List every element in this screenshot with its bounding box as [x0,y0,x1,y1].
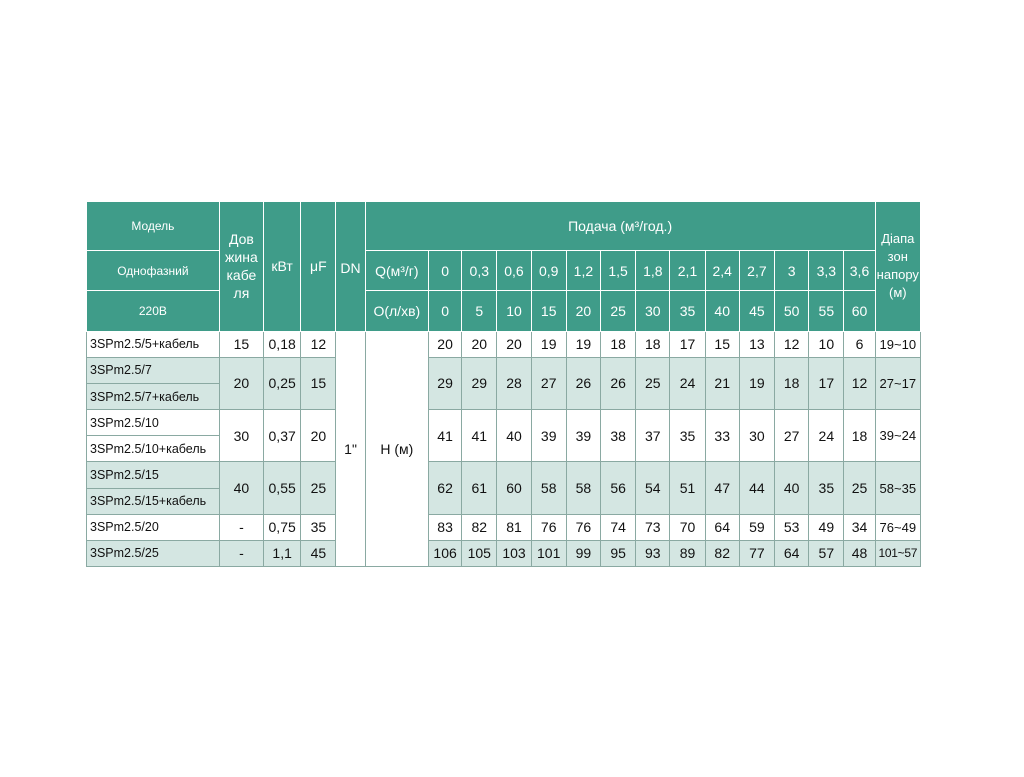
head-value: 61 [462,462,497,514]
voltage-header: 220В [87,291,220,331]
flow-q-value: 2,1 [670,251,705,291]
head-value: 58 [566,462,600,514]
head-value: 76 [531,514,566,540]
flow-q-value: 1,5 [601,251,636,291]
head-value: 74 [601,514,636,540]
model-name: 3SPm2.5/25 [87,540,220,566]
capacitor-uf: 45 [301,540,336,566]
flow-o-value: 20 [566,291,600,331]
head-value: 106 [429,540,462,566]
head-value: 17 [809,357,844,409]
head-value: 60 [497,462,531,514]
head-value: 77 [739,540,774,566]
head-value: 20 [497,331,531,357]
head-value: 49 [809,514,844,540]
head-value: 73 [636,514,670,540]
flow-o-value: 15 [531,291,566,331]
cable-length: - [219,540,263,566]
head-value: 18 [775,357,809,409]
head-value: 30 [739,410,774,462]
flow-q-value: 0,9 [531,251,566,291]
head-value: 39 [531,410,566,462]
power-kw: 0,75 [264,514,301,540]
flow-q-value: 1,8 [636,251,670,291]
capacitor-uf: 35 [301,514,336,540]
head-value: 83 [429,514,462,540]
flow-o-value: 60 [844,291,875,331]
head-value: 41 [429,410,462,462]
head-value: 39 [566,410,600,462]
head-value: 20 [429,331,462,357]
capacitor-uf: 20 [301,410,336,462]
head-value: 64 [775,540,809,566]
head-value: 48 [844,540,875,566]
model-name: 3SPm2.5/10 [87,410,220,436]
head-value: 18 [636,331,670,357]
cable-length: 40 [219,462,263,514]
cable-length-header: Дов жина кабе ля [219,202,263,332]
head-value: 93 [636,540,670,566]
head-value: 19 [531,331,566,357]
head-value: 59 [739,514,774,540]
head-value: 26 [566,357,600,409]
head-range: 58~35 [875,462,920,514]
head-value: 25 [636,357,670,409]
cable-length: - [219,514,263,540]
cable-length: 20 [219,357,263,409]
model-header: Модель [87,202,220,251]
flow-q-value: 1,2 [566,251,600,291]
table-row [87,357,921,383]
model-name: 3SPm2.5/7 [87,357,220,383]
head-value: 41 [462,410,497,462]
head-value: 82 [462,514,497,540]
head-value: 20 [462,331,497,357]
head-value: 82 [705,540,739,566]
flow-o-value: 50 [775,291,809,331]
head-value: 57 [809,540,844,566]
cable-length: 30 [219,410,263,462]
model-name: 3SPm2.5/15 [87,462,220,488]
head-range: 27~17 [875,357,920,409]
head-label: H (м) [365,331,428,566]
flow-o-value: 30 [636,291,670,331]
flow-o-value: 0 [429,291,462,331]
head-value: 10 [809,331,844,357]
head-value: 13 [739,331,774,357]
flow-o-value: 45 [739,291,774,331]
dn-header: DN [336,202,365,332]
head-value: 28 [497,357,531,409]
flow-o-value: 5 [462,291,497,331]
cable-length: 15 [219,331,263,357]
head-value: 105 [462,540,497,566]
table-row [87,540,921,566]
power-kw: 0,18 [264,331,301,357]
head-value: 18 [844,410,875,462]
head-value: 62 [429,462,462,514]
head-value: 24 [809,410,844,462]
model-name: 3SPm2.5/20 [87,514,220,540]
head-value: 56 [601,462,636,514]
model-name: 3SPm2.5/10+кабель [87,436,220,462]
flow-o-value: 10 [497,291,531,331]
head-value: 27 [531,357,566,409]
flow-o-value: 25 [601,291,636,331]
model-name: 3SPm2.5/15+кабель [87,488,220,514]
flow-q-value: 0,6 [497,251,531,291]
head-value: 99 [566,540,600,566]
head-value: 58 [531,462,566,514]
capacitor-uf: 25 [301,462,336,514]
flow-q-value: 0,3 [462,251,497,291]
head-value: 33 [705,410,739,462]
table-row [87,410,921,436]
head-value: 101 [531,540,566,566]
flow-q-value: 2,4 [705,251,739,291]
head-range: 76~49 [875,514,920,540]
head-value: 18 [601,331,636,357]
head-value: 15 [705,331,739,357]
power-kw: 0,25 [264,357,301,409]
head-value: 19 [739,357,774,409]
model-name: 3SPm2.5/7+кабель [87,383,220,409]
capacitor-uf: 15 [301,357,336,409]
head-value: 27 [775,410,809,462]
head-value: 70 [670,514,705,540]
head-value: 35 [809,462,844,514]
power-kw: 0,37 [264,410,301,462]
phase-header: Однофазний [87,251,220,291]
head-value: 29 [462,357,497,409]
head-value: 24 [670,357,705,409]
kw-header: кВт [264,202,301,332]
head-value: 38 [601,410,636,462]
table-row [87,462,921,488]
head-value: 89 [670,540,705,566]
flow-q-value: 3,3 [809,251,844,291]
head-value: 103 [497,540,531,566]
model-name: 3SPm2.5/5+кабель [87,331,220,357]
head-value: 25 [844,462,875,514]
range-header: Діапа зон напору (м) [875,202,920,332]
flow-q-value: 3 [775,251,809,291]
o-label: О(л/хв) [365,291,428,331]
flow-o-value: 35 [670,291,705,331]
flow-q-value: 2,7 [739,251,774,291]
head-value: 6 [844,331,875,357]
dn-value: 1" [336,331,365,566]
head-value: 81 [497,514,531,540]
head-value: 34 [844,514,875,540]
head-range: 39~24 [875,410,920,462]
power-kw: 1,1 [264,540,301,566]
head-value: 29 [429,357,462,409]
head-range: 101~57 [875,540,920,566]
head-value: 21 [705,357,739,409]
uf-header: μF [301,202,336,332]
head-value: 12 [775,331,809,357]
head-range: 19~10 [875,331,920,357]
head-value: 19 [566,331,600,357]
head-value: 40 [497,410,531,462]
head-value: 35 [670,410,705,462]
power-kw: 0,55 [264,462,301,514]
pump-spec-table [86,201,921,567]
flow-title: Подача (м³/год.) [365,202,875,251]
flow-o-value: 55 [809,291,844,331]
head-value: 51 [670,462,705,514]
table-row [87,514,921,540]
head-value: 44 [739,462,774,514]
head-value: 54 [636,462,670,514]
head-value: 95 [601,540,636,566]
head-value: 12 [844,357,875,409]
table-row [87,331,921,357]
head-value: 40 [775,462,809,514]
head-value: 47 [705,462,739,514]
head-value: 53 [775,514,809,540]
q-label: Q(м³/г) [365,251,428,291]
head-value: 76 [566,514,600,540]
head-value: 26 [601,357,636,409]
flow-o-value: 40 [705,291,739,331]
head-value: 64 [705,514,739,540]
flow-q-value: 3,6 [844,251,875,291]
head-value: 17 [670,331,705,357]
capacitor-uf: 12 [301,331,336,357]
head-value: 37 [636,410,670,462]
flow-q-value: 0 [429,251,462,291]
